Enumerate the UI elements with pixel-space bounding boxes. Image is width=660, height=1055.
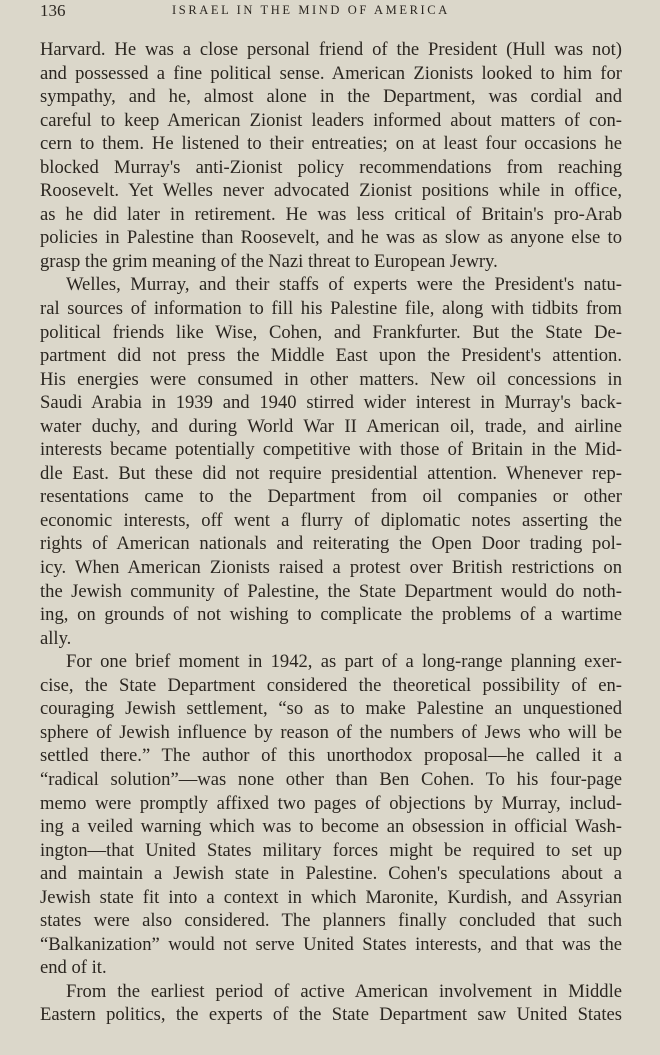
text-line: end of it. bbox=[40, 957, 107, 979]
text-line: Jewish state fit into a context in which Maronite, Kurdish, and Assyrian bbox=[40, 886, 622, 908]
text-line: Harvard. He was a close personal friend of the President (Hull was not) bbox=[40, 39, 622, 60]
text-line: Eastern politics, the experts of the State Department saw United States bbox=[40, 1004, 622, 1026]
text-line: cise, the State Department considered the theoretical possibility of en- bbox=[40, 674, 622, 696]
paragraph bbox=[40, 650, 622, 980]
text-line: resentations came to the Department from oil companies or other bbox=[40, 486, 622, 508]
text-line: rights of American nationals and reiterating the Open Door trading pol- bbox=[40, 533, 622, 555]
paragraph bbox=[40, 38, 622, 273]
text-line: ral sources of information to fill his Palestine file, along with tidbits from bbox=[40, 298, 622, 320]
text-line: blocked Murray's anti-Zionist policy recommendations from reaching bbox=[40, 156, 622, 178]
text-line: memo were promptly affixed two pages of objections by Murray, includ- bbox=[40, 792, 622, 814]
text-line: Saudi Arabia in 1939 and 1940 stirred wider interest in Murray's back- bbox=[40, 392, 622, 414]
text-line: states were also considered. The planners finally concluded that such bbox=[40, 910, 622, 932]
text-line: Welles, Murray, and their staffs of experts were the President's natu- bbox=[66, 274, 622, 296]
text-line: economic interests, off went a flurry of diplomatic notes asserting the bbox=[40, 509, 622, 531]
paragraph bbox=[40, 980, 622, 1027]
text-line: cern to them. He listened to their entreaties; on at least four occasions he bbox=[40, 133, 622, 155]
text-line: ing, on grounds of not wishing to complicate the problems of a wartime bbox=[40, 604, 622, 626]
text-line: interests became potentially competitive with those of Britain in the Mid- bbox=[40, 439, 622, 461]
text-line: settled there.” The author of this unorthodox proposal—he called it a bbox=[40, 745, 622, 767]
text-line: For one brief moment in 1942, as part of a long-range planning exer- bbox=[66, 651, 622, 673]
text-line: From the earliest period of active American involvement in Middle bbox=[66, 980, 622, 1002]
text-line: partment did not press the Middle East upon the President's attention. bbox=[40, 345, 622, 367]
text-line: icy. When American Zionists raised a protest over British restrictions on bbox=[40, 557, 622, 579]
paragraph bbox=[40, 273, 622, 650]
text-line: dle East. But these did not require presidential attention. Whenever rep- bbox=[40, 462, 622, 484]
text-line: grasp the grim meaning of the Nazi threat to European Jewry. bbox=[40, 250, 498, 272]
text-line: ally. bbox=[40, 627, 72, 649]
text-line: sphere of Jewish influence by reason of the numbers of Jews who will be bbox=[40, 721, 622, 743]
text-line: Roosevelt. Yet Welles never advocated Zionist positions while in office, bbox=[40, 180, 622, 202]
text-line: “Balkanization” would not serve United States interests, and that was the bbox=[40, 933, 622, 955]
text-line: as he did later in retirement. He was less critical of Britain's pro-Arab bbox=[40, 203, 622, 225]
text-line: ington—that United States military forces might be required to set up bbox=[40, 839, 622, 861]
body-text bbox=[40, 38, 622, 1027]
text-line: and possessed a fine political sense. American Zionists looked to him for bbox=[40, 62, 622, 84]
text-line: political friends like Wise, Cohen, and Frankfurter. But the State De- bbox=[40, 321, 622, 343]
text-line: His energies were consumed in other matters. New oil concessions in bbox=[40, 368, 622, 390]
text-line: sympathy, and he, almost alone in the Department, was cordial and bbox=[40, 86, 622, 108]
text-line: couraging Jewish settlement, “so as to make Palestine an unquestioned bbox=[40, 698, 622, 720]
text-line: water duchy, and during World War II American oil, trade, and airline bbox=[40, 415, 622, 437]
running-head: ISRAEL IN THE MIND OF AMERICA bbox=[172, 3, 450, 17]
text-line: careful to keep American Zionist leaders informed about matters of con- bbox=[40, 109, 622, 131]
text-line: policies in Palestine than Roosevelt, and he was as slow as anyone else to bbox=[40, 227, 622, 249]
text-line: and maintain a Jewish state in Palestine. Cohen's speculations about a bbox=[40, 863, 622, 885]
text-line: ing a veiled warning which was to become an obsession in official Wash- bbox=[40, 816, 622, 838]
page-number: 136 bbox=[40, 1, 66, 20]
text-line: “radical solution”—was none other than Ben Cohen. To his four-page bbox=[40, 768, 622, 790]
text-line: the Jewish community of Palestine, the State Department would do noth- bbox=[40, 580, 622, 602]
